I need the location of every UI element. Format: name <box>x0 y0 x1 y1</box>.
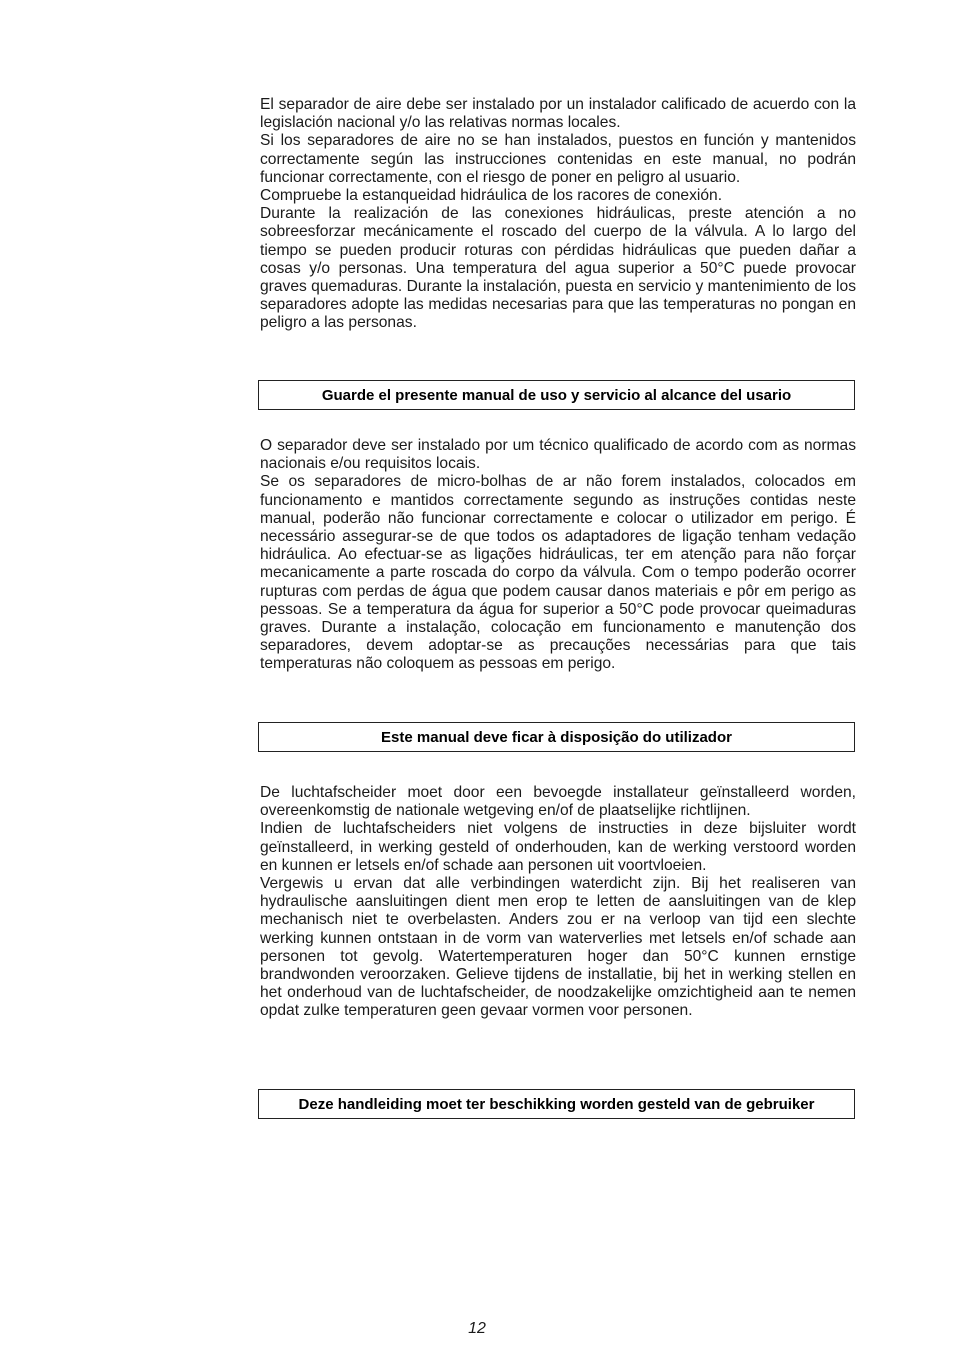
section-dutch <box>260 784 856 1021</box>
section-portuguese <box>260 437 856 674</box>
paragraph: Indien de luchtafscheiders niet volgens de instructies in deze bijsluiter wordt geïnstalleerd, in werking gesteld of onderhouden, kan de werking verstoord worden en kunnen er letsels en/of schade aan personen uit voortvloeien. <box>260 820 856 874</box>
paragraph: Si los separadores de aire no se han instalados, puestos en función y mantenidos correctamente según las instrucciones contenidas en este manual, no podrán funcionar correctamente, con el riesgo de poner en peligro al usuario. <box>260 132 856 186</box>
paragraph: Compruebe la estanqueidad hidráulica de los racores de conexión. <box>260 187 723 205</box>
section-spanish <box>260 96 856 333</box>
paragraph: Durante la realización de las conexiones hidráulicas, preste atención a no sobreesforzar mecánicamente el roscado del cuerpo de la válvula. A lo largo del tiempo se pueden producir roturas con pérdidas hidráulicas que pueden dañar a cosas y/o personas. Una temperatura del agua superior a 50°C puede provocar graves quemaduras. Durante la instalación, puesta en servicio y mantenimiento de los separadores adopte las medidas necesarias para que las temperaturas no pongan en peligro a las personas. <box>260 205 856 332</box>
paragraph: Se os separadores de micro-bolhas de ar não forem instalados, colocados em funcionamento e mantidos correctamente segundo as instruções contidas neste manual, poderão não funcionar correctamente e colocar o utilizador em perigo. É necessário assegurar-se de que todos os adaptadores de ligação tenham vedação hidráulica. Ao efectuar-se as ligações hidráulicas, ter em atenção para não forçar mecanicamente a parte roscada do corpo da válvula. Com o tempo poderão ocorrer rupturas com perdas de água que podem causar danos materiais e pôr em perigo as pessoas. Se a temperatura da água for superior a 50°C pode provocar queimaduras graves. Durante a instalação, colocação em funcionamento e manutenção dos separadores, devem adoptar-se as precauções necessárias para que tais temperaturas não coloquem as pessoas em perigo. <box>260 473 856 673</box>
paragraph: El separador de aire debe ser instalado por un instalador calificado de acuerdo con la legislación nacional y/o las relativas normas locales. <box>260 96 856 132</box>
notice-box-spanish: Guarde el presente manual de uso y servicio al alcance del usario <box>258 380 855 410</box>
paragraph: Vergewis u ervan dat alle verbindingen waterdicht zijn. Bij het realiseren van hydraulische aansluitingen dient men erop te letten de aansluitingen van de klep mechanisch niet te overbelasten. Anders zou er na verloop van tijd een slechte werking kunnen ontstaan in de vorm van waterverlies met letsels en/of schade aan personen tot gevolg. Watertemperaturen hoger dan 50°C kunnen ernstige brandwonden veroorzaken. Gelieve tijdens de installatie, bij het in werking stellen en het onderhoud van de luchtafscheider, de noodzakelijke omzichtigheid aan te nemen opdat zulke temperaturen geen gevaar vormen voor personen. <box>260 875 856 1020</box>
paragraph: De luchtafscheider moet door een bevoegde installateur geïnstalleerd worden, overeenkomstig de nationale wetgeving en/of de plaatselijke richtlijnen. <box>260 784 856 820</box>
notice-box-dutch: Deze handleiding moet ter beschikking worden gesteld van de gebruiker <box>258 1089 855 1119</box>
paragraph: O separador deve ser instalado por um técnico qualificado de acordo com as normas nacionais e/ou requisitos locais. <box>260 437 856 473</box>
notice-box-portuguese: Este manual deve ficar à disposição do utilizador <box>258 722 855 752</box>
page-number: 12 <box>468 1320 486 1337</box>
